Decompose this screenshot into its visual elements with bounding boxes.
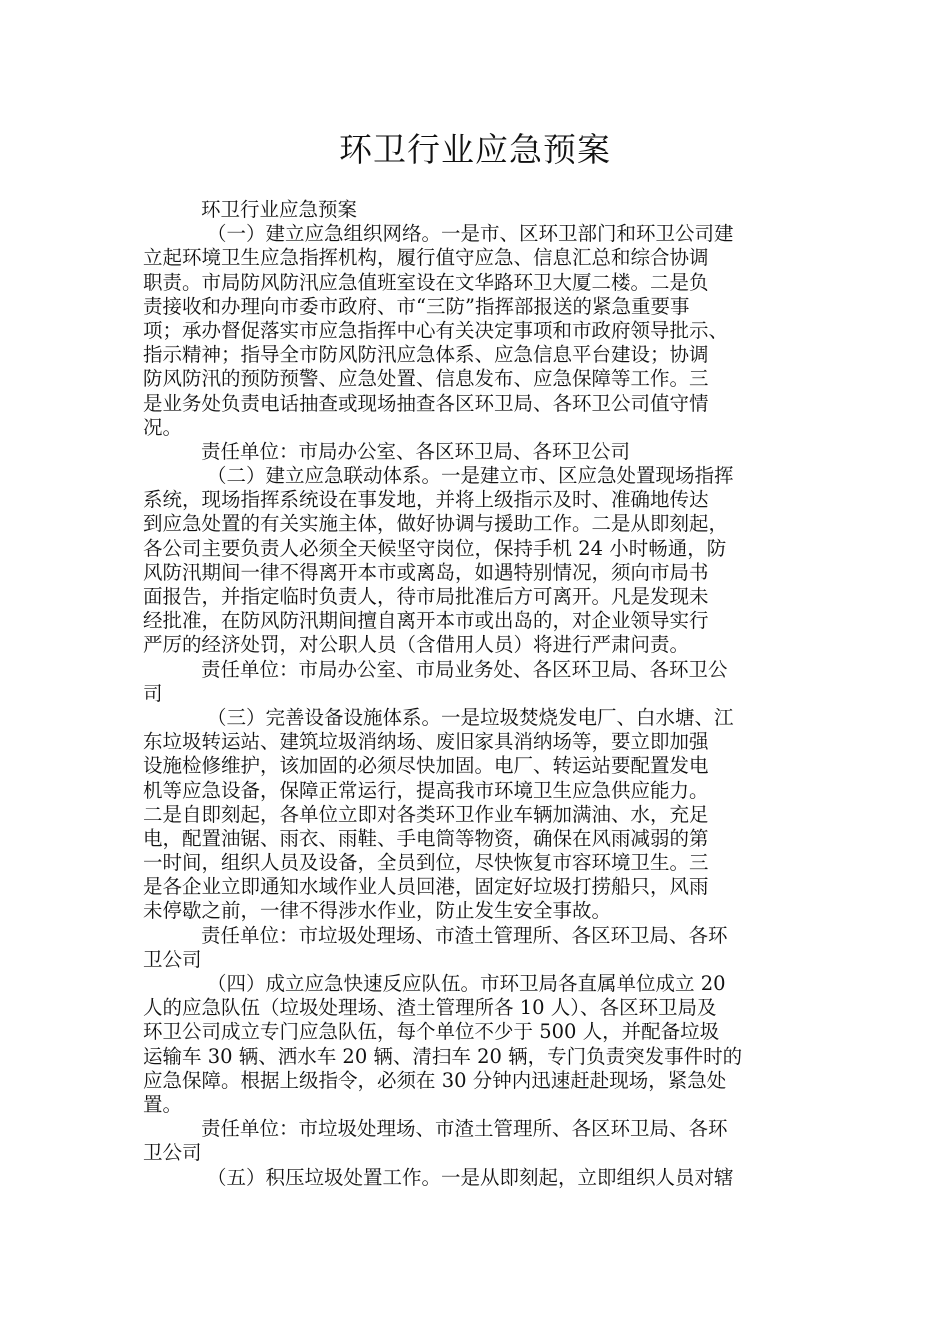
paragraph-line: （三）完善设备设施体系。一是垃圾焚烧发电厂、白水塘、江 [207, 705, 734, 729]
paragraph-line: 项；承办督促落实市应急指挥中心有关决定事项和市政府领导批示、 [143, 318, 729, 342]
responsibility-line: 责任单位：市垃圾处理场、市渣土管理所、各区环卫局、各环 [201, 923, 728, 947]
paragraph-line: 到应急处置的有关实施主体，做好协调与援助工作。二是从即刻起， [143, 512, 729, 536]
paragraph-line: 面报告，并指定临时负责人，待市局批准后方可离开。凡是发现未 [143, 585, 709, 608]
paragraph-line: 设施检修维护，该加固的必须尽快加固。电厂、转运站要配置发电 [143, 754, 709, 778]
paragraph-line: 风防汛期间一律不得离开本市或离岛，如遇特别情况，须向市局书 [143, 560, 709, 584]
paragraph-line: 二是自即刻起，各单位立即对各类环卫作业车辆加满油、水，充足 [143, 802, 709, 826]
paragraph-line: （四）成立应急快速反应队伍。市环卫局各直属单位成立 20 [207, 972, 726, 995]
paragraph-line: （五）积压垃圾处置工作。一是从即刻起，立即组织人员对辖 [207, 1165, 734, 1189]
responsibility-line: 司 [143, 681, 163, 705]
paragraph-line: 机等应急设备，保障正常运行，提高我市环境卫生应急供应能力。 [143, 778, 709, 802]
paragraph-line: 应急保障。根据上级指令，必须在 30 分钟内迅速赶赴现场，紧急处 [143, 1068, 727, 1092]
paragraph-line: 是业务处负责电话抽查或现场抽查各区环卫局、各环卫公司值守情 [143, 391, 709, 415]
paragraph-line: 系统，现场指挥系统设在事发地，并将上级指示及时、准确地传达 [143, 488, 709, 512]
paragraph-line: 人的应急队伍（垃圾处理场、渣土管理所各 10 人）、各区环卫局及 [143, 996, 717, 1020]
paragraph-line: 未停歇之前，一律不得涉水作业，防止发生安全事故。 [143, 899, 612, 923]
paragraph-line: 立起环境卫生应急指挥机构，履行值守应急、信息汇总和综合协调 [143, 246, 709, 270]
document-title: 环卫行业应急预案 [339, 130, 611, 169]
responsibility-line: 责任单位：市局办公室、各区环卫局、各环卫公司 [201, 439, 631, 463]
paragraph-line: 指示精神；指导全市防风防汛应急体系、应急信息平台建设；协调 [143, 343, 709, 367]
responsibility-line: 责任单位：市垃圾处理场、市渣土管理所、各区环卫局、各环 [201, 1117, 728, 1141]
paragraph-line: 是各企业立即通知水域作业人员回港，固定好垃圾打捞船只，风雨 [143, 875, 709, 899]
paragraph-line: 防风防汛的预防预警、应急处置、信息发布、应急保障等工作。三 [143, 367, 709, 391]
paragraph-line: 严厉的经济处罚，对公职人员（含借用人员）将进行严肃问责。 [143, 633, 690, 657]
paragraph-line: 电，配置油锯、雨衣、雨鞋、手电筒等物资，确保在风雨减弱的第 [143, 826, 709, 850]
responsibility-line: 卫公司 [143, 1141, 202, 1165]
paragraph-line: 环卫公司成立专门应急队伍，每个单位不少于 500 人，并配备垃圾 [143, 1020, 720, 1044]
paragraph-line: 责接收和办理向市委市政府、市“三防”指挥部报送的紧急重要事 [143, 294, 690, 318]
paragraph-line: （二）建立应急联动体系。一是建立市、区应急处置现场指挥 [207, 464, 734, 488]
paragraph-line: 一时间，组织人员及设备，全员到位，尽快恢复市容环境卫生。三 [143, 851, 709, 875]
paragraph-line: 运输车 30 辆、洒水车 20 辆、清扫车 20 辆，专门负责突发事件时的 [143, 1044, 743, 1068]
paragraph-line: 各公司主要负责人必须全天候坚守岗位，保持手机 24 小时畅通，防 [143, 536, 727, 560]
paragraph-line: 况。 [143, 415, 183, 439]
responsibility-line: 卫公司 [143, 947, 202, 971]
paragraph-line: 东垃圾转运站、建筑垃圾消纳场、废旧家具消纳场等，要立即加强 [143, 730, 709, 754]
responsibility-line: 责任单位：市局办公室、市局业务处、各区环卫局、各环卫公 [201, 657, 728, 681]
paragraph-line: 职责。市局防风防汛应急值班室设在文华路环卫大厦二楼。二是负 [143, 270, 709, 294]
paragraph-line: （一）建立应急组织网络。一是市、区环卫部门和环卫公司建 [207, 222, 734, 246]
paragraph-line: 经批准，在防风防汛期间擅自离开本市或出岛的，对企业领导实行 [143, 609, 709, 633]
paragraph-line: 置。 [143, 1092, 183, 1116]
subtitle-line: 环卫行业应急预案 [201, 198, 358, 221]
document-body [143, 198, 811, 1190]
